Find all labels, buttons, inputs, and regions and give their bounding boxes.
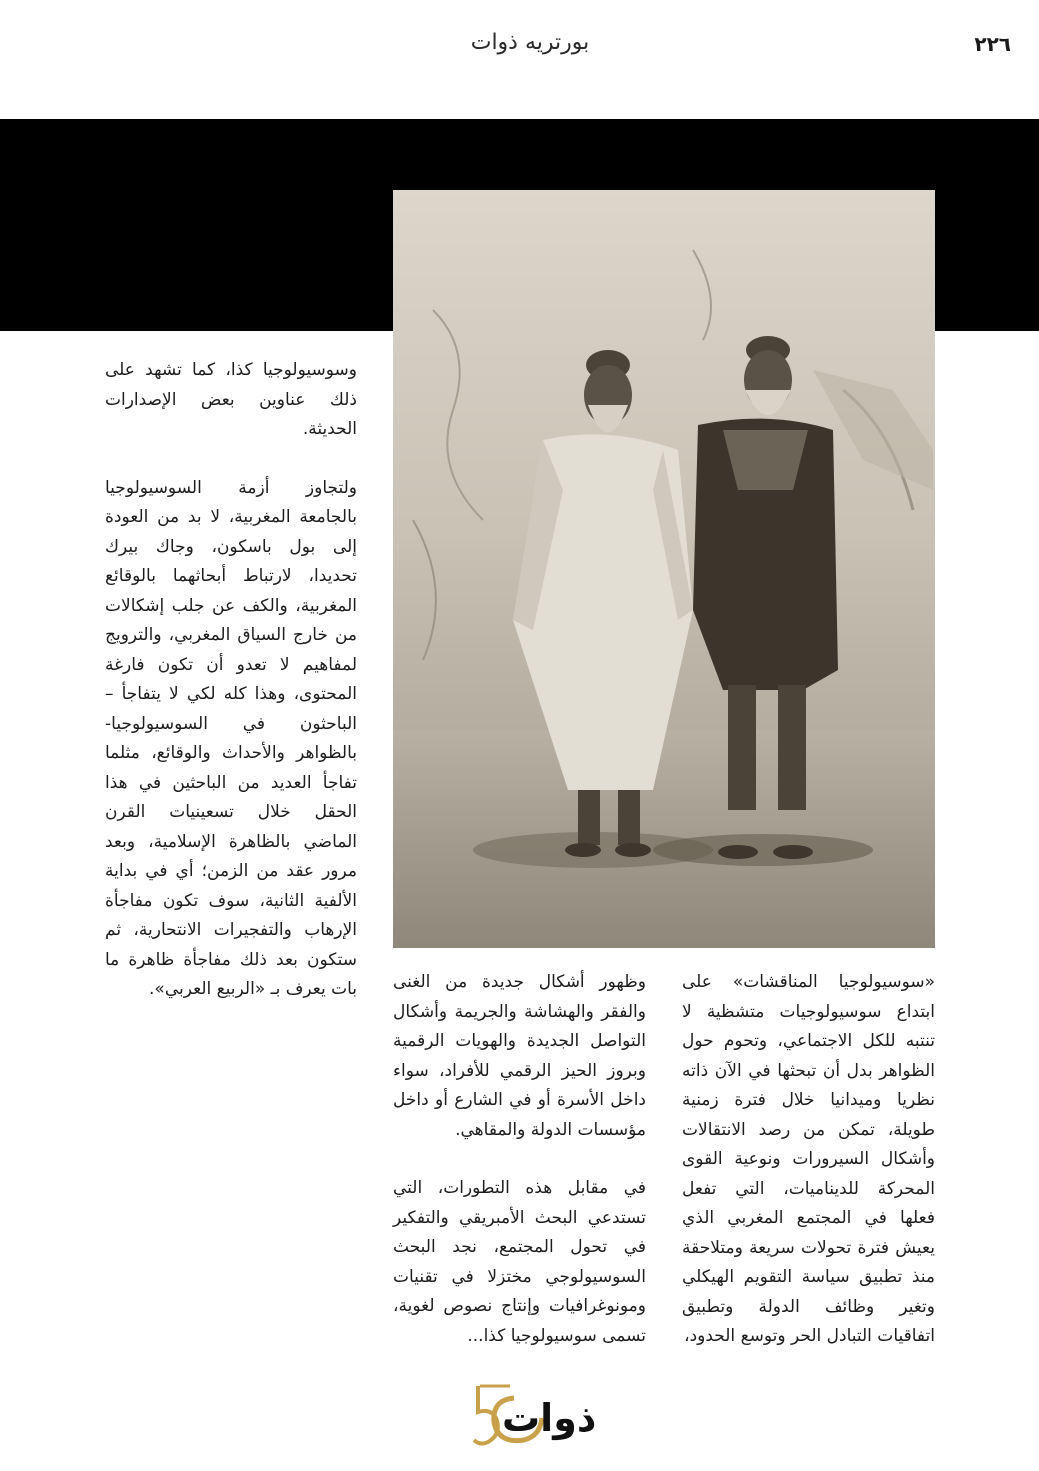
- paragraph: «سوسيولوجيا المناقشات» على ابتداع سوسيولوجيات متشظية لا تنتبه للكل الاجتماعي، وتحوم حول الظواهر بدل أن تبحثها في الآن ذاته نظريا وميدانيا خلال فترة زمنية طويلة، تمكن من رصد الانتقالات وأشكال السيرورات ونوعية القوى المحركة للديناميات، التي تفعل فعلها في المجتمع المغربي الذي يعيش فترة تحولات سريعة ومتلاحقة منذ تطبيق سياسة التقويم الهيكلي وتغير وظائف الدولة وتطبيق اتفاقيات التبادل الحر وتوسع الحدود،: [682, 972, 935, 1346]
- dhawat-logo: [470, 1378, 610, 1448]
- text-column-right: [682, 968, 935, 1352]
- paragraph: ولتجاوز أزمة السوسيولوجيا بالجامعة المغربية، لا بد من العودة إلى بول باسكون، وجاك بيرك تحديدا، لارتباط أبحاثهما بالوقائع المغربية، والكف عن جلب إشكالات من خارج السياق المغربي، والترويج لمفاهيم لا تعدو أن تكون فارغة المحتوى، وهذا كله لكي لا يتفاجأ – الباحثون في السوسيولوجيا- بالظواهر والأحداث والوقائع، مثلما تفاجأ العديد من الباحثين في هذا الحقل خلال تسعينيات القرن الماضي بالظاهرة الإسلامية، وبعد مرور عقد من الزمن؛ أي في بداية الألفية الثانية، سوف تكون مفاجأة الإرهاب والتفجيرات الانتحارية، ثم ستكون بعد ذلك مفاجأة ظاهرة ما بات يعرف بـ «الربيع العربي».: [105, 477, 357, 999]
- paragraph: وسوسيولوجيا كذا، كما تشهد على ذلك عناوين بعض الإصدارات الحديثة.: [105, 360, 357, 439]
- paragraph: في مقابل هذه التطورات، التي تستدعي البحث الأمبريقي والتفكير في تحول المجتمع، نجد البحث السوسيولوجي مختزلا في تقنيات ومونوغرافيات وإنتاج نصوص لغوية، تسمى سوسيولوجيا كذا...: [393, 1178, 646, 1346]
- paragraph: وظهور أشكال جديدة من الغنى والفقر والهشاشة والجريمة وأشكال التواصل الجديدة والهويات الرقمية وبروز الحيز الرقمي للأفراد، سواء داخل الأسرة أو في الشارع أو داخل مؤسسات الدولة والمقاهي.: [393, 972, 646, 1140]
- page-number: ٢٢٦: [974, 32, 1011, 56]
- logo-text: ذوات: [502, 1396, 597, 1440]
- text-column-middle: [393, 968, 646, 1351]
- page-header-title: بورتريه ذوات: [470, 30, 590, 55]
- archival-photo: [393, 190, 935, 948]
- text-column-left: [105, 356, 357, 1005]
- two-elderly-men-photo-icon: [393, 190, 935, 948]
